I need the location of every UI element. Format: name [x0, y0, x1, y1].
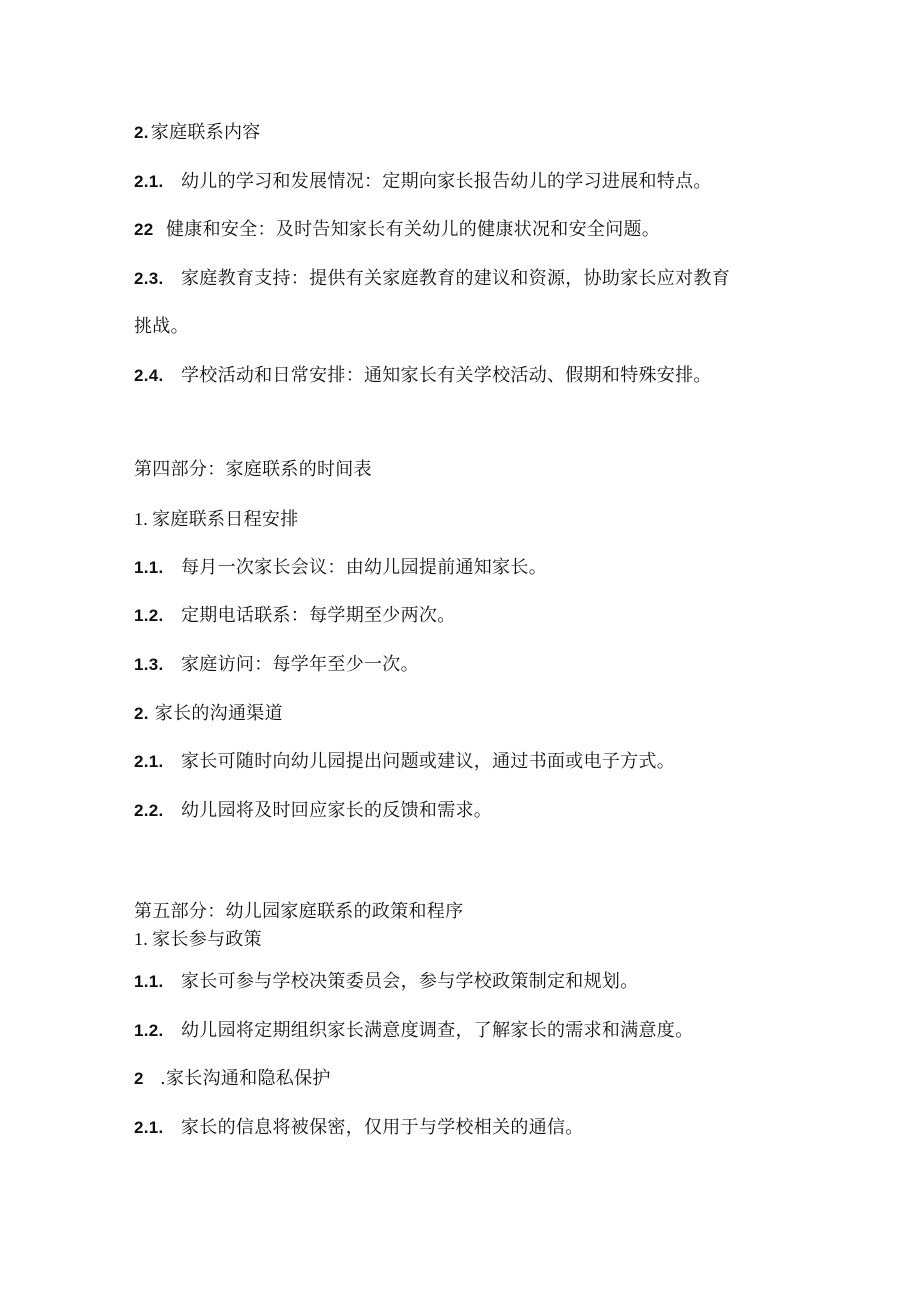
line-number: 2.: [134, 123, 149, 142]
line-text: 幼儿的学习和发展情况：定期向家长报告幼儿的学习进展和特点。: [181, 171, 712, 192]
line-text: 家长可随时向幼儿园提出问题或建议，通过书面或电子方式。: [181, 751, 676, 772]
line-number: 1.1.: [134, 972, 164, 991]
line-number: 2.2.: [134, 801, 164, 820]
list-item: [134, 970, 639, 994]
line-number: 2.4.: [134, 366, 164, 385]
line-number: 2.3.: [134, 269, 164, 288]
line-text: 第四部分：家庭联系的时间表: [134, 459, 372, 480]
section-heading-1: [134, 927, 262, 952]
line-text: 家庭联系日程安排: [152, 509, 299, 530]
line-text: 家庭教育支持：提供有关家庭教育的建议和资源，协助家长应对教育: [181, 268, 730, 289]
line-text: 健康和安全：及时告知家长有关幼儿的健康状况和安全问题。: [166, 219, 661, 240]
line-text: .家长沟通和隐私保护: [160, 1068, 331, 1089]
line-text: 家长的沟通渠道: [154, 703, 283, 724]
line-number: 2.1.: [134, 1118, 164, 1137]
line-text: 家长的信息将被保密，仅用于与学校相关的通信。: [181, 1117, 584, 1138]
list-item: [134, 364, 712, 388]
line-number: 22: [134, 220, 154, 239]
line-text: 第五部分：幼儿园家庭联系的政策和程序: [134, 901, 464, 922]
list-item: [134, 604, 456, 628]
list-item-continuation: [134, 315, 189, 339]
line-number: 2: [134, 1069, 144, 1088]
list-item: [134, 1116, 584, 1140]
list-item: [134, 170, 712, 194]
line-text: 挑战。: [134, 316, 189, 337]
line-text: 学校活动和日常安排：通知家长有关学校活动、假期和特殊安排。: [181, 365, 712, 386]
line-number: 2.1.: [134, 752, 164, 771]
line-number: 1.: [134, 929, 149, 949]
list-item: [134, 556, 547, 580]
list-item: [134, 1019, 693, 1043]
line-text: 定期电话联系：每学期至少两次。: [181, 605, 456, 626]
line-number: 2.: [134, 704, 149, 723]
list-item: [134, 750, 675, 774]
part-heading-5: [134, 900, 463, 924]
line-text: 家长可参与学校决策委员会，参与学校政策制定和规划。: [181, 971, 639, 992]
list-item: [134, 267, 730, 291]
section-heading-1: [134, 507, 299, 532]
part-heading-4: [134, 458, 372, 482]
line-number: 1.2.: [134, 606, 164, 625]
section-heading-2: [134, 1067, 331, 1091]
line-text: 家长参与政策: [152, 929, 262, 950]
line-text: 每月一次家长会议：由幼儿园提前通知家长。: [181, 557, 547, 578]
section-heading-2: [134, 121, 261, 145]
list-item: [134, 799, 492, 823]
list-item: [134, 653, 419, 677]
line-number: 1.1.: [134, 558, 164, 577]
line-text: 家庭访问：每学年至少一次。: [181, 654, 419, 675]
line-text: 幼儿园将定期组织家长满意度调查，了解家长的需求和满意度。: [181, 1020, 694, 1041]
line-number: 1.2.: [134, 1021, 164, 1040]
section-heading-2: [134, 702, 283, 726]
line-text: 幼儿园将及时回应家长的反馈和需求。: [181, 800, 493, 821]
list-item: [134, 218, 660, 242]
line-number: 2.1.: [134, 172, 164, 191]
line-text: 家庭联系内容: [150, 122, 261, 143]
line-number: 1.3.: [134, 655, 164, 674]
line-number: 1.: [134, 509, 149, 529]
